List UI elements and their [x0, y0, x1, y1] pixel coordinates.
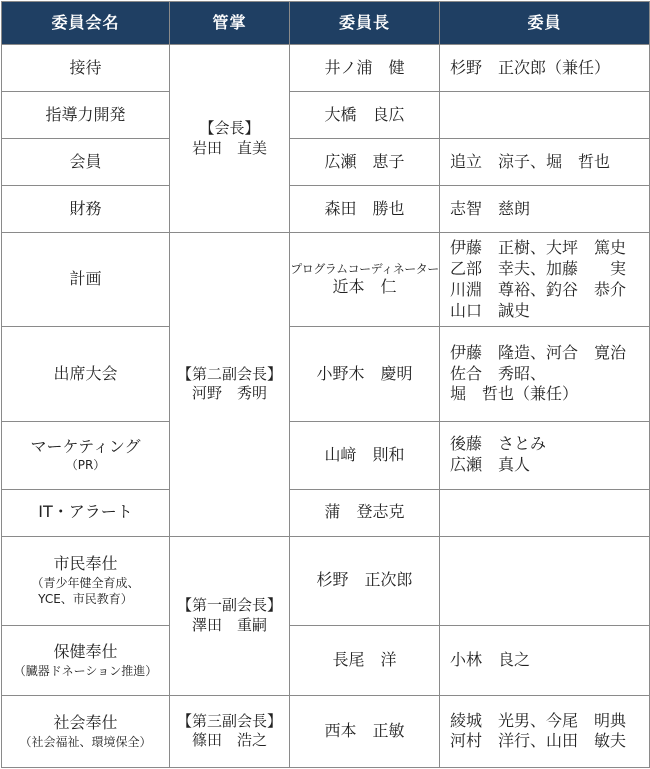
table-row	[2, 233, 650, 327]
kansho-cell	[170, 536, 290, 695]
table-row	[2, 536, 650, 625]
member-line: 川淵 尊裕、釣谷 恭介	[450, 279, 627, 299]
members-cell	[440, 625, 650, 695]
committee-subtitle: （青少年健全育成、	[31, 575, 140, 590]
chair-name: 近本 仁	[332, 277, 397, 297]
chair-name: 小野木 慶明	[290, 327, 440, 421]
members-cell	[440, 45, 650, 92]
members-cell	[440, 327, 650, 421]
table-row	[2, 489, 650, 536]
table-row	[2, 421, 650, 489]
member-line: 伊藤 隆造、河合 寛治	[450, 342, 627, 362]
chair-name: 蒲 登志克	[290, 489, 440, 536]
committee-name: 指導力開発	[2, 92, 170, 139]
table-row	[2, 92, 650, 139]
chair-name: 広瀬 恵子	[290, 139, 440, 186]
member-line: 佐合 秀昭、	[450, 363, 547, 383]
kansho-person: 河野 秀明	[191, 384, 267, 403]
member-line: 乙部 幸夫、加藤 実	[450, 259, 627, 279]
member-line: 綾城 光男、今尾 明典	[450, 710, 627, 730]
member-line: 広瀬 真人	[450, 455, 531, 475]
table-row	[2, 327, 650, 421]
kansho-person: 澤田 重嗣	[191, 615, 267, 634]
kansho-person: 篠田 浩之	[191, 731, 267, 750]
header-committee: 委員会名	[2, 2, 170, 45]
chair-name: 森田 勝也	[290, 186, 440, 233]
committee-name: 社会奉仕	[53, 712, 118, 732]
committee-name: 接待	[2, 45, 170, 92]
chair-name: 山﨑 則和	[290, 421, 440, 489]
committee-subtitle: （臓器ドネーション推進）	[13, 663, 158, 678]
committee-name-cell	[2, 536, 170, 625]
members-cell	[440, 92, 650, 139]
member-line: 後藤 さとみ	[450, 434, 547, 454]
header-chair: 委員長	[290, 2, 440, 45]
committee-name: マーケティング	[30, 436, 141, 456]
table-row	[2, 45, 650, 92]
members-cell	[440, 536, 650, 625]
table-row	[2, 186, 650, 233]
kansho-title: 【第一副会長】	[176, 596, 282, 615]
table-row	[2, 625, 650, 695]
chair-cell	[290, 233, 440, 327]
members-cell	[440, 233, 650, 327]
committee-name: 保健奉仕	[53, 641, 118, 661]
committee-name: 市民奉仕	[53, 554, 118, 574]
member-line: 伊藤 正樹、大坪 篤史	[450, 238, 627, 258]
committee-name: 出席大会	[2, 327, 170, 421]
member-line: 堀 哲也（兼任）	[450, 384, 579, 404]
chair-name: 長尾 洋	[290, 625, 440, 695]
header-kansho: 管掌	[170, 2, 290, 45]
committee-subtitle: （社会福祉、環境保全）	[19, 734, 152, 749]
chair-name: 井ノ浦 健	[290, 45, 440, 92]
member-line: 追立 涼子、堀 哲也	[450, 151, 611, 171]
committee-name-cell	[2, 625, 170, 695]
committee-name: 財務	[2, 186, 170, 233]
kansho-person: 岩田 直美	[191, 138, 267, 157]
members-cell	[440, 421, 650, 489]
committee-subtitle: YCE、市民教育）	[38, 592, 133, 607]
committee-name: 会員	[2, 139, 170, 186]
chair-role: プログラムコーディネーター	[290, 261, 439, 276]
committee-name-cell	[2, 695, 170, 767]
header-row	[2, 2, 650, 45]
member-line: 志智 慈朗	[450, 198, 531, 218]
member-line: 小林 良之	[450, 649, 531, 669]
kansho-cell	[170, 695, 290, 767]
chair-name: 西本 正敏	[290, 695, 440, 767]
committee-name-cell	[2, 421, 170, 489]
member-line: 山口 誠史	[450, 300, 531, 320]
committee-name: IT・アラート	[2, 489, 170, 536]
table-row	[2, 139, 650, 186]
members-cell	[440, 139, 650, 186]
member-line: 杉野 正次郎（兼任）	[450, 57, 611, 77]
header-members: 委員	[440, 2, 650, 45]
chair-name: 杉野 正次郎	[290, 536, 440, 625]
kansho-title: 【会長】	[199, 119, 260, 138]
members-cell	[440, 186, 650, 233]
kansho-cell	[170, 45, 290, 233]
kansho-title: 【第二副会長】	[176, 364, 282, 383]
committee-name: 計画	[2, 233, 170, 327]
table-row	[2, 695, 650, 767]
chair-name: 大橋 良広	[290, 92, 440, 139]
committee-subtitle: （PR）	[65, 458, 106, 473]
kansho-cell	[170, 233, 290, 536]
members-cell	[440, 489, 650, 536]
kansho-title: 【第三副会長】	[176, 711, 282, 730]
member-line: 河村 洋行、山田 敏夫	[450, 731, 627, 751]
committee-table	[1, 1, 650, 768]
members-cell	[440, 695, 650, 767]
